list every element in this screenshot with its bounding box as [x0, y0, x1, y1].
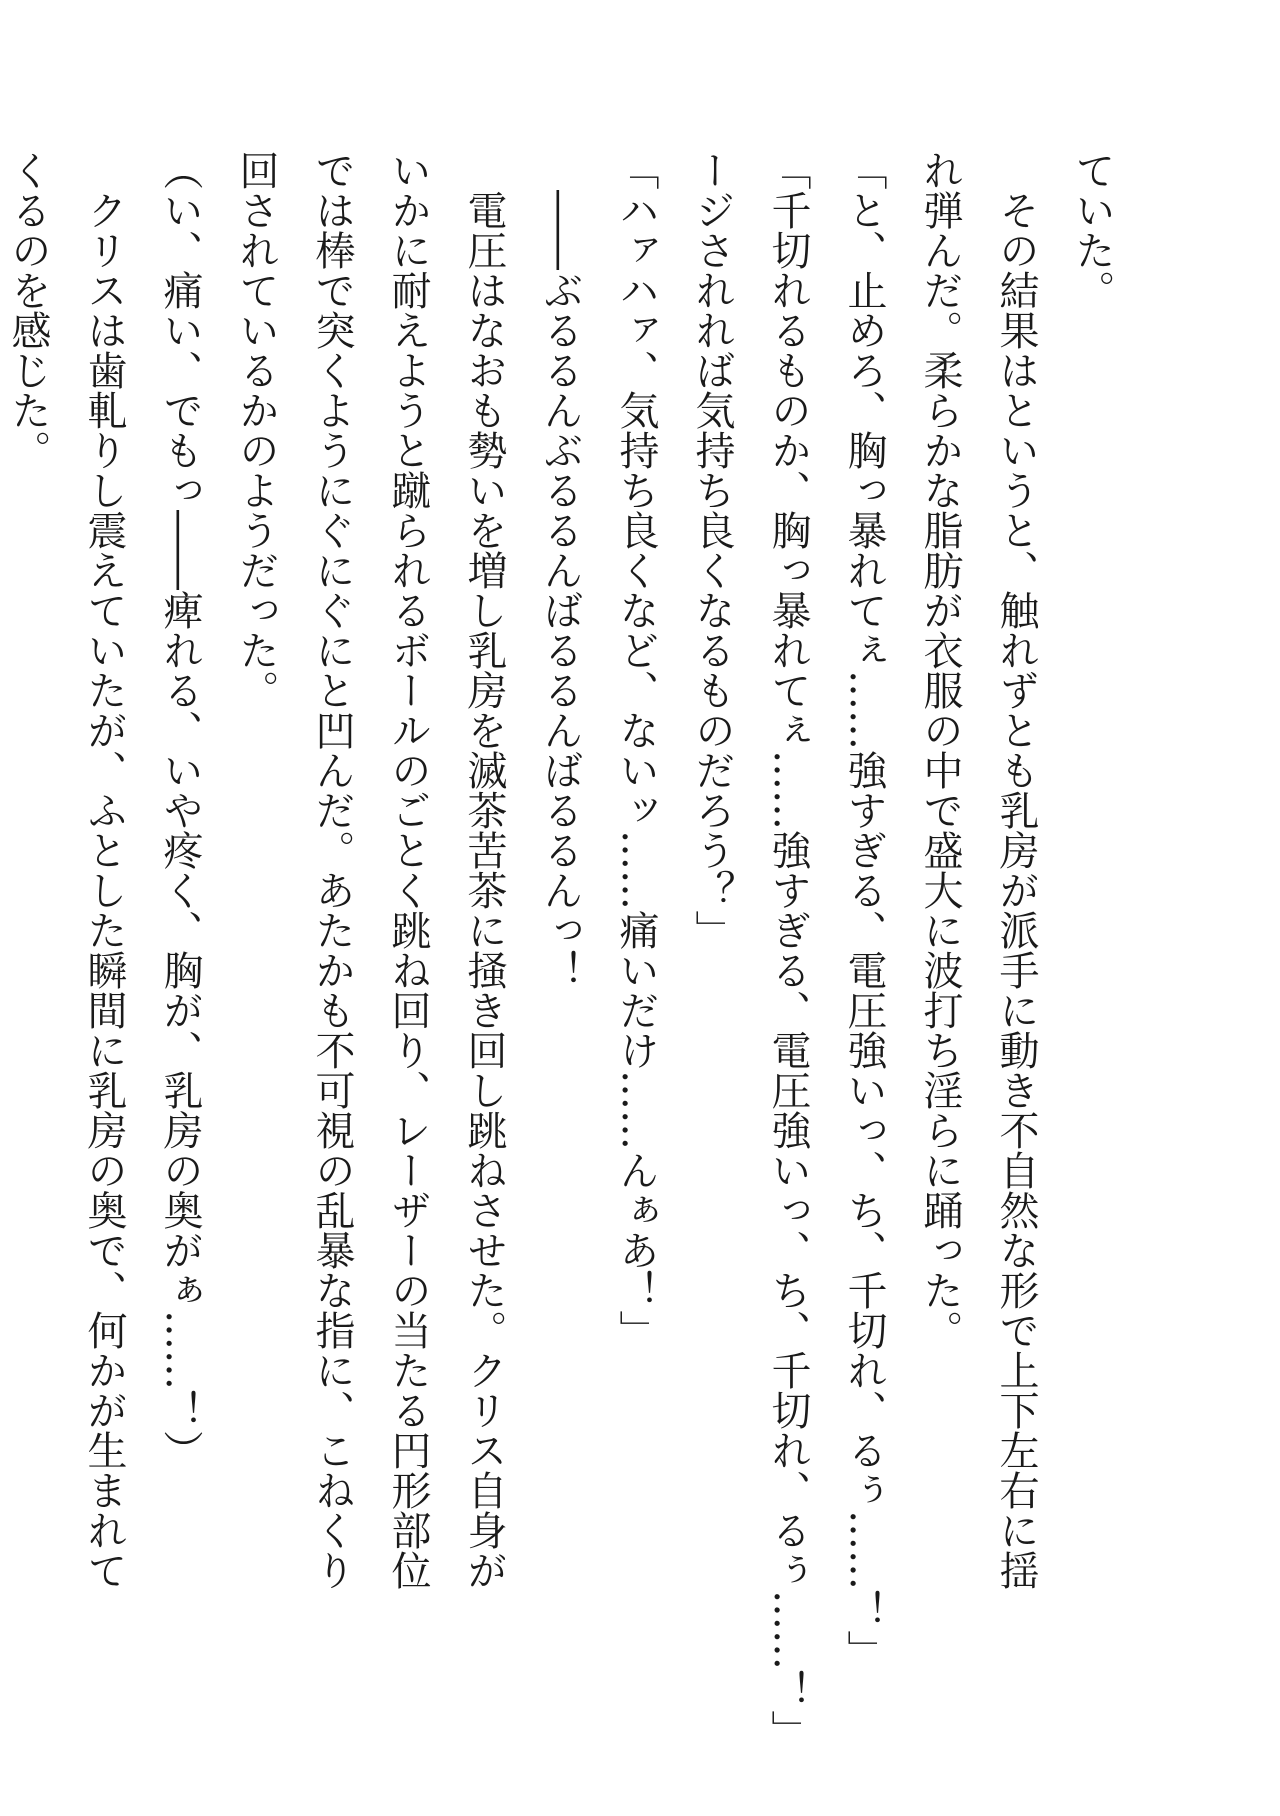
text-line: ていた。: [1069, 150, 1115, 310]
text-line: クリスは歯軋りし震えていたが、ふとした瞬間に乳房の奥で、何かが生まれて: [81, 150, 127, 1590]
text-line: 電圧はなおも勢いを増し乳房を滅茶苦茶に掻き回し跳ねさせた。クリス自身が: [461, 150, 507, 1590]
text-line: いかに耐えようと蹴られるボールのごとく跳ね回り、レーザーの当たる円形部位: [385, 150, 431, 1590]
text-line: れ弾んだ。柔らかな脂肪が衣服の中で盛大に波打ち淫らに踊った。: [917, 150, 963, 1350]
text-line: その結果はというと、触れずとも乳房が派手に動き不自然な形で上下左右に揺: [993, 150, 1039, 1590]
text-line: 「ハァハァ、気持ち良くなど、ないッ……痛いだけ……んぁあ！」: [613, 150, 659, 1350]
text-line: （い、痛い、でもっ――痺れる、いや疼く、胸が、乳房の奥がぁ……！）: [157, 150, 203, 1470]
text-line: くるのを感じた。: [5, 150, 51, 470]
text-line: では棒で突くようにぐにぐにと凹んだ。あたかも不可視の乱暴な指に、こねくり: [309, 150, 355, 1590]
text-line: 「と、止めろ、胸っ暴れてぇ……強すぎる、電圧強いっ、ち、千切れ、るぅ……！」: [841, 150, 887, 1670]
text-line: 回されているかのようだった。: [233, 150, 279, 710]
text-line: ――ぶるるんぶるるんばるるんばるるんっ！: [537, 150, 583, 990]
vertical-text-body: [5, 150, 1130, 1750]
text-line: 「千切れるものか、胸っ暴れてぇ……強すぎる、電圧強いっ、ち、千切れ、るぅ……！」: [765, 150, 811, 1750]
text-line: ージされれば気持ち良くなるものだろう？」: [689, 150, 735, 950]
